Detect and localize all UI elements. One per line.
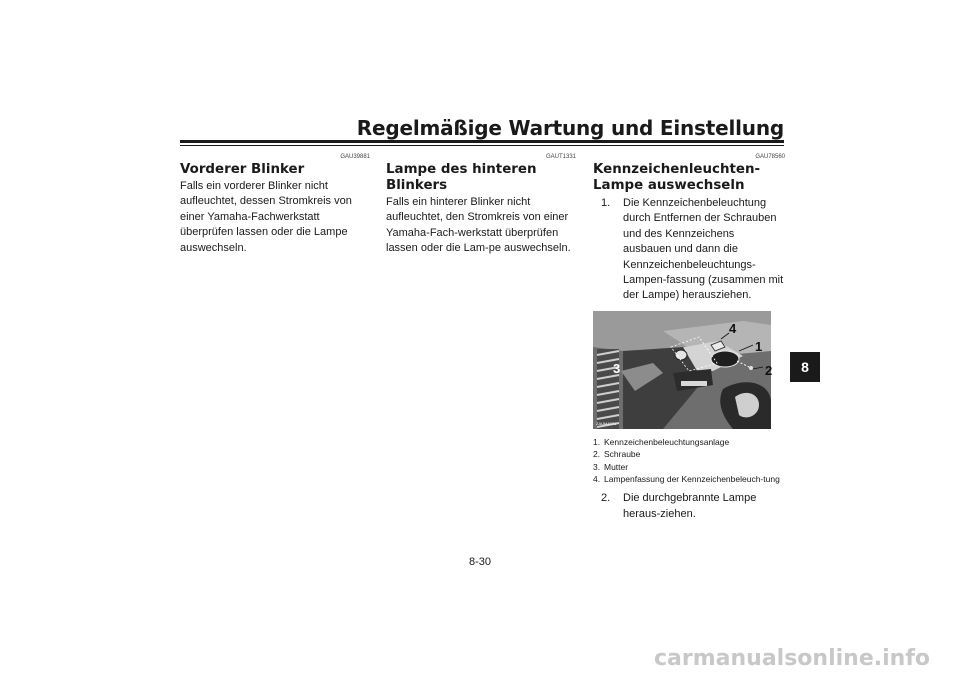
section-license-plate-bulb [593,154,785,522]
license-light-illustration [593,311,771,429]
section-text: Falls ein vorderer Blinker nicht aufleuchtet, dessen Stromkreis von einer Yamaha-Fachwerkstatt überprüfen lassen oder die Lampe auswechseln. [180,180,352,254]
step-text: Die durchgebrannte Lampe heraus-ziehen. [623,492,757,520]
watermark: carmanualsonline.info [654,646,930,671]
step-item [593,491,785,522]
callout-text: Schraube [604,449,641,460]
callout-number: 1. [593,436,601,447]
callout-list [593,436,785,486]
callout-item [593,436,785,448]
section-rear-indicator [386,154,576,257]
callout-text: Mutter [604,461,629,472]
figure-id: ZAUM4971 [596,420,617,426]
step-item [593,196,785,304]
header-rule [180,140,784,143]
callout-number: 3. [593,461,601,472]
callout-label: 2 [765,362,773,378]
callout-text: Kennzeichenbeleuchtungsanlage [604,436,730,447]
page-header-title: Regelmäßige Wartung und Einstellung [356,116,784,140]
callout-number: 2. [593,449,601,460]
callout-text: Lampenfassung der Kennzeichenbeleuch-tung [604,474,780,485]
section-heading: Lampe des hinteren Blinkers [386,162,537,193]
callout-label: 1 [755,338,763,354]
callout-item [593,461,785,473]
section-code: GAU39881 [340,154,370,160]
page-number: 8-30 [468,556,492,568]
chapter-tab[interactable]: 8 [790,352,820,382]
section-code: GAUT1331 [545,154,576,160]
section-code: GAU78560 [755,154,785,160]
step-text: Die Kennzeichenbeleuchtung durch Entfernen der Schrauben und des Kennzeichens ausbauen und dann die Kennzeichenbeleuchtungs-Lampen-fassung (zusammen mit der Lampe) herausziehen. [623,197,784,302]
illustration-drawing [593,311,771,429]
step-number: 2. [601,492,611,505]
section-text: Falls ein hinterer Blinker nicht aufleuchtet, den Stromkreis von einer Yamaha-Fach-werkstatt überprüfen lassen oder die Lam-pe auswechseln. [386,196,571,255]
section-heading: Vorderer Blinker [180,162,305,177]
callout-label: 3 [613,360,621,376]
section-front-indicator [180,154,370,256]
section-heading: Kennzeichenleuchten-Lampe auswechseln [593,162,761,193]
callout-label: 4 [729,320,737,336]
callout-item [593,448,785,460]
callout-item [593,473,785,485]
callout-number: 4. [593,474,601,485]
header-rule-thin [180,145,784,146]
step-number: 1. [601,197,611,209]
